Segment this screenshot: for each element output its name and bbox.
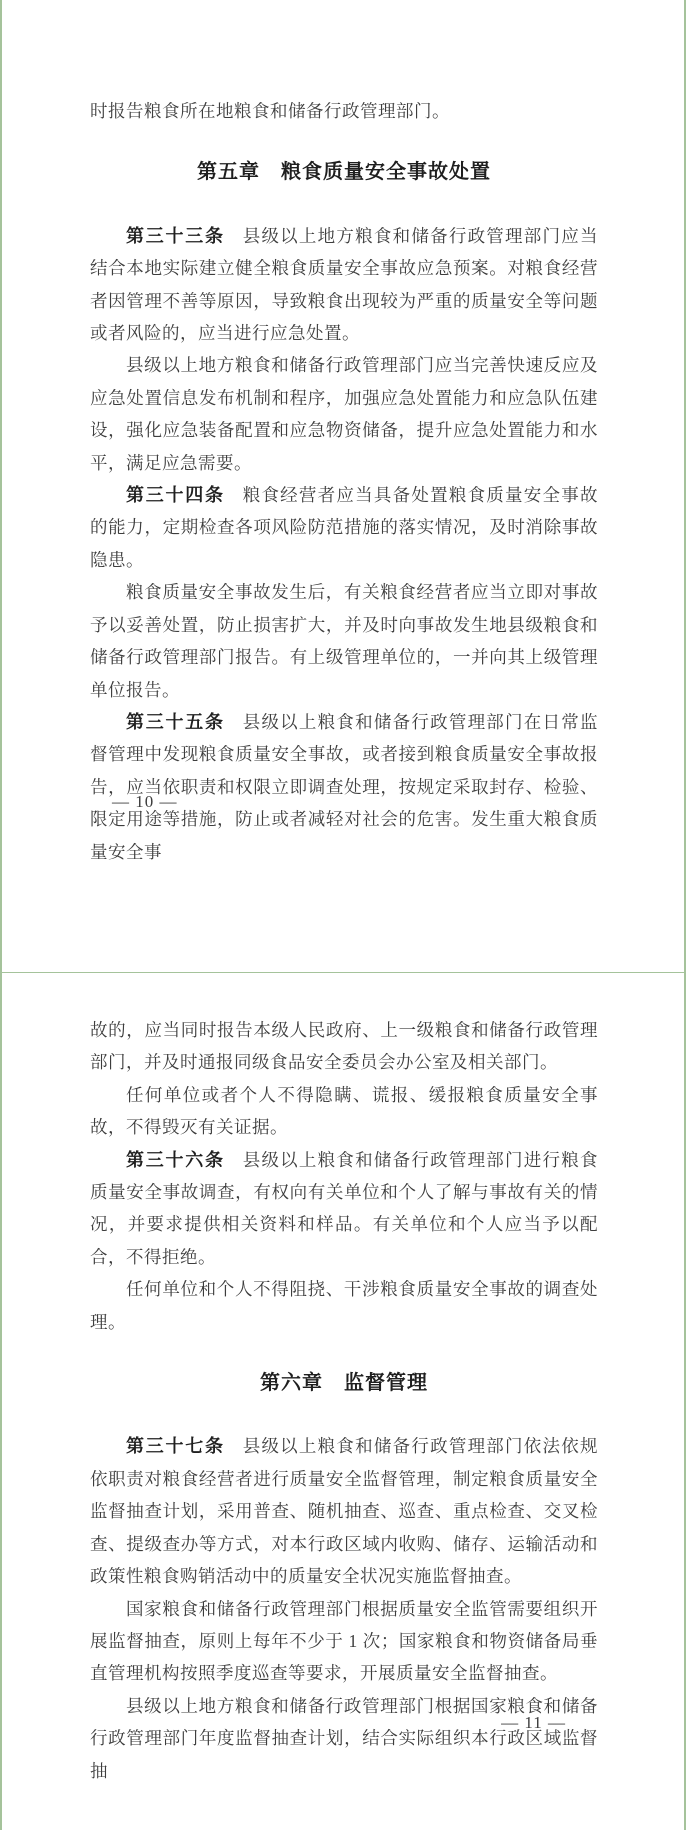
- chapter-heading: 第五章 粮食质量安全事故处置: [197, 161, 491, 184]
- page-number: — 11 —: [501, 1713, 566, 1732]
- article-paragraph: 第三十五条 县级以上粮食和储备行政管理部门在日常监督管理中发现粮食质量安全事故，或者接到粮食质量安全事故报告，应当依职责和权限立即调查处理，按规定采取封存、检验、限定用途等措施，防止或者减轻对社会的危害。发生重大粮食质量安全事: [90, 711, 599, 862]
- body-paragraph: 国家粮食和储备行政管理部门根据质量安全监管需要组织开展监督抽查，原则上每年不少于 1 次；国家粮食和物资储备局垂直管理机构按照季度巡查等要求，开展质量安全监督抽查。: [90, 1598, 598, 1684]
- body-paragraph: 县级以上地方粮食和储备行政管理部门应当完善快速反应及应急处置信息发布机制和程序，加强应急处置能力和应急队伍建设，强化应急装备配置和应急物资储备，提升应急处置能力和水平，满足应急需要。: [90, 355, 598, 473]
- page-10-content: [90, 95, 598, 868]
- page-number: — 10 —: [112, 792, 178, 811]
- chapter-heading: 第六章 监督管理: [260, 1372, 428, 1395]
- body-paragraph: 县级以上地方粮食和储备行政管理部门根据国家粮食和储备行政管理部门年度监督抽查计划，结合实际组织本行政区域监督抽: [90, 1695, 598, 1781]
- page-11: [2, 973, 684, 1829]
- article-number: 第三十六条: [126, 1149, 225, 1170]
- article-number: 第三十五条: [126, 711, 225, 732]
- page-11-content: [90, 1014, 598, 1787]
- page-10: [2, 0, 684, 973]
- article-paragraph: 第三十七条 县级以上粮食和储备行政管理部门依法依规依职责对粮食经营者进行质量安全监督管理，制定粮食质量安全监督抽查计划，采用普查、随机抽查、巡查、重点检查、交叉检查、提级查办等方式，对本行政区域内收购、储存、运输活动和政策性粮食购销活动中的质量安全状况实施监督抽查。: [90, 1436, 599, 1587]
- article-number: 第三十四条: [126, 485, 225, 506]
- body-paragraph: 任何单位或者个人不得隐瞒、谎报、缓报粮食质量安全事故，不得毁灭有关证据。: [90, 1084, 598, 1138]
- article-number: 第三十三条: [126, 225, 225, 246]
- body-paragraph: 任何单位和个人不得阻挠、干涉粮食质量安全事故的调查处理。: [90, 1279, 598, 1332]
- body-paragraph: 故的，应当同时报告本级人民政府、上一级粮食和储备行政管理部门，并及时通报同级食品安全委员会办公室及相关部门。: [90, 1020, 598, 1073]
- article-paragraph: 第三十三条 县级以上地方粮食和储备行政管理部门应当结合本地实际建立健全粮食质量安全事故应急预案。对粮食经营者因管理不善等原因，导致粮食出现较为严重的质量安全等问题或者风险的，应当进行应急处置。: [90, 225, 599, 344]
- article-paragraph: 第三十四条 粮食经营者应当具备处置粮食质量安全事故的能力，定期检查各项风险防范措施的落实情况，及时消除事故隐患。: [90, 485, 599, 570]
- body-paragraph: 时报告粮食所在地粮食和储备行政管理部门。: [90, 101, 450, 121]
- article-paragraph: 第三十六条 县级以上粮食和储备行政管理部门进行粮食质量安全事故调查，有权向有关单位和个人了解与事故有关的情况，并要求提供相关资料和样品。有关单位和个人应当予以配合，不得拒绝。: [90, 1149, 599, 1267]
- body-paragraph: 粮食质量安全事故发生后，有关粮食经营者应当立即对事故予以妥善处置，防止损害扩大，并及时向事故发生地县级粮食和储备行政管理部门报告。有上级管理单位的，一并向其上级管理单位报告。: [90, 582, 598, 700]
- article-number: 第三十七条: [126, 1436, 225, 1457]
